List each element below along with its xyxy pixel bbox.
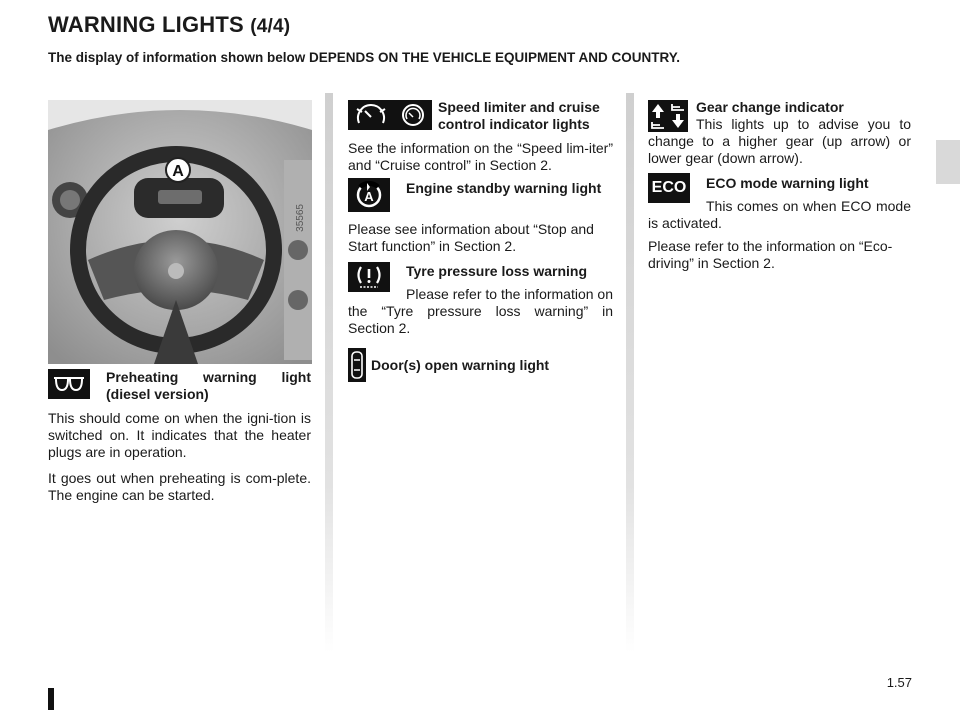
page-edge-mark <box>48 688 54 710</box>
speed-limiter-title: Speed limiter and cruise control indicator lights <box>438 99 600 132</box>
tyre-pressure-title: Tyre pressure loss warning <box>406 263 588 279</box>
speed-limiter-cruise-icon <box>348 100 432 130</box>
page-number: 1.57 <box>886 675 912 690</box>
column-divider-1 <box>325 93 333 653</box>
preheating-warning-icon <box>48 369 90 399</box>
page-title-suffix: (4/4) <box>250 16 291 37</box>
gear-change-description: This lights up to advise you to change to a higher gear (up arrow) or lower gear (down arrow). <box>648 116 911 166</box>
preheating-title: Preheating warning light (diesel version) <box>106 369 311 402</box>
eco-driving-reference: Please refer to the information on “Eco-driving” in Section 2. <box>648 238 893 271</box>
column-divider-2 <box>626 93 634 653</box>
door-open-icon <box>348 348 366 382</box>
gear-change-title: Gear change indicator <box>696 99 844 115</box>
dashboard-photo <box>48 100 312 364</box>
page-title <box>48 12 290 38</box>
preheating-description: This should come on when the igni-tion is switched on. It indicates that the heater plugs are in operation. <box>48 410 311 460</box>
callout-a: A <box>172 163 184 180</box>
speed-limiter-description: See the information on the “Speed lim-iter” and “Cruise control” in Section 2. <box>348 140 613 173</box>
door-open-title: Door(s) open warning light <box>371 357 550 373</box>
engine-standby-icon <box>348 178 390 212</box>
page-subtitle: The display of information shown below DEPENDS ON THE VEHICLE EQUIPMENT AND COUNTRY. <box>48 50 681 65</box>
preheating-off-description: It goes out when preheating is com-plete. The engine can be started. <box>48 470 311 503</box>
image-reference-number: 35565 <box>295 204 306 232</box>
engine-standby-title: Engine standby warning light <box>406 180 602 196</box>
engine-standby-icon-letter: A <box>364 189 374 204</box>
eco-mode-description: This comes on when ECO mode is activated. <box>648 198 911 231</box>
eco-mode-icon: ECO <box>648 173 690 203</box>
eco-mode-title: ECO mode warning light <box>706 175 869 191</box>
section-tab <box>936 140 960 184</box>
engine-standby-description: Please see information about “Stop and Start function” in Section 2. <box>348 221 594 254</box>
page-title-main: WARNING LIGHTS <box>48 12 244 37</box>
tyre-pressure-description: Please refer to the information on the “Tyre pressure loss warning” in Section 2. <box>348 286 614 336</box>
